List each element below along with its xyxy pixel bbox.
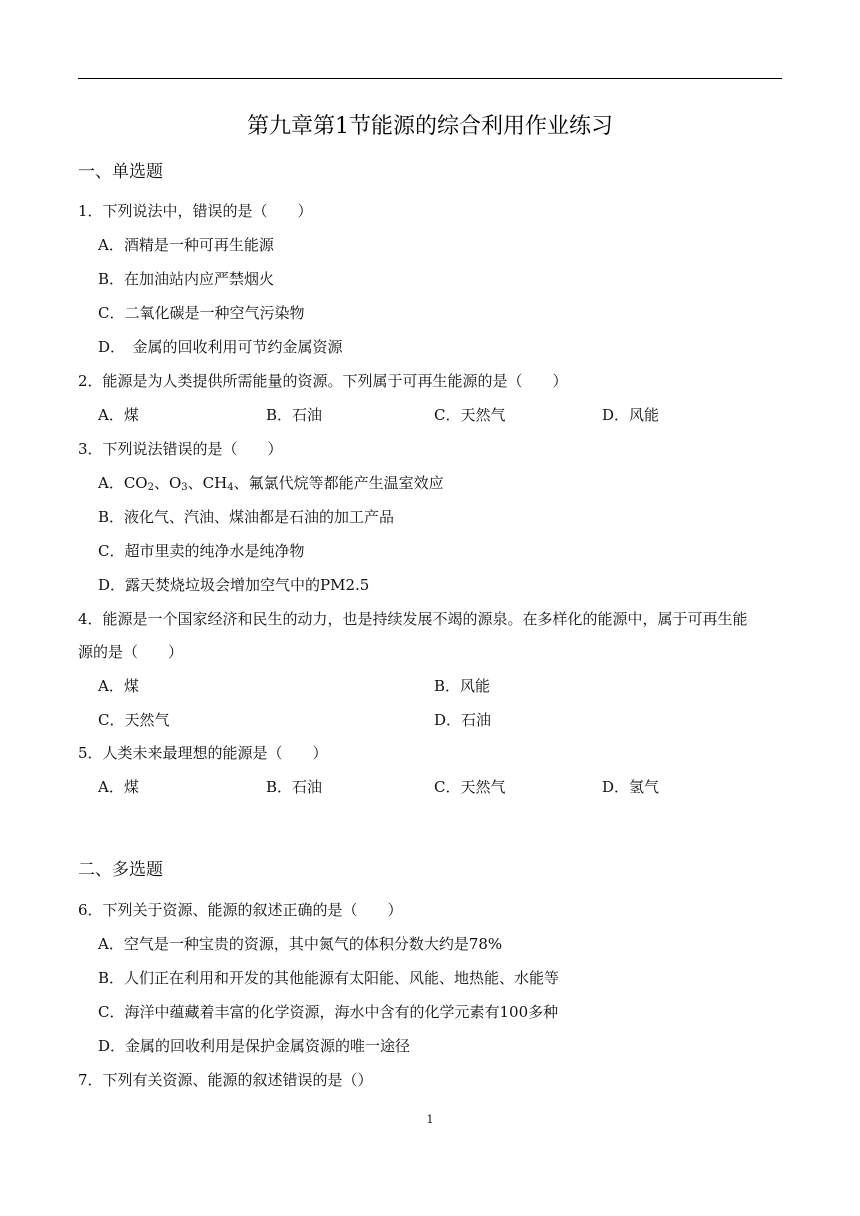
subscript-4: 4 (227, 482, 234, 493)
section-heading-multiple-choice: 二、多选题 (78, 860, 163, 880)
question-3-stem: 3．下列说法错误的是（ ） (78, 440, 283, 458)
document-title: 第九章第1节能源的综合利用作业练习 (247, 114, 613, 139)
question-6-option-d: D．金属的回收利用是保护金属资源的唯一途径 (98, 1037, 411, 1055)
section-heading-single-choice: 一、单选题 (78, 162, 163, 182)
question-1-option-c: C．二氧化碳是一种空气污染物 (98, 304, 305, 322)
subscript-2: 2 (147, 482, 154, 493)
question-2-option-c: C．天然气 (434, 406, 506, 424)
question-5-option-d: D．氢气 (602, 778, 660, 796)
question-6-option-a: A．空气是一种宝贵的资源，其中氮气的体积分数大约是78% (98, 935, 503, 953)
question-3-option-c: C．超市里卖的纯净水是纯净物 (98, 542, 305, 560)
question-3-option-d: D．露天焚烧垃圾会增加空气中的PM2.5 (98, 576, 370, 594)
question-4-option-a: A．煤 (98, 677, 139, 695)
question-7-stem: 7．下列有关资源、能源的叙述错误的是（） (78, 1071, 373, 1089)
question-3-option-b: B．液化气、汽油、煤油都是石油的加工产品 (98, 508, 395, 526)
question-2-stem: 2．能源是为人类提供所需能量的资源。下列属于可再生能源的是（ ） (78, 372, 568, 390)
question-2-option-a: A．煤 (98, 406, 139, 424)
question-3-option-a-part3: 、CH (187, 474, 228, 492)
question-3-option-a-part4: 、氟氯代烷等都能产生温室效应 (233, 474, 444, 492)
question-4-stem-line-1: 4．能源是一个国家经济和民生的动力，也是持续发展不竭的源泉。在多样化的能源中，属于可再生能 (78, 610, 748, 628)
question-4-option-c: C．天然气 (98, 711, 170, 729)
question-6-option-b: B．人们正在利用和开发的其他能源有太阳能、风能、地热能、水能等 (98, 969, 560, 987)
question-3-option-a (98, 472, 444, 499)
question-5-option-a: A．煤 (98, 778, 139, 796)
question-4-option-b: B．风能 (434, 677, 491, 695)
question-3-option-a-part1: A．CO (98, 474, 148, 492)
page-number: 1 (426, 1113, 434, 1126)
question-1-option-d: D． 金属的回收利用可节约金属资源 (98, 338, 343, 356)
question-1-option-b: B．在加油站内应严禁烟火 (98, 270, 275, 288)
question-1-option-a: A．酒精是一种可再生能源 (98, 236, 274, 254)
question-5-option-b: B．石油 (266, 778, 323, 796)
subscript-3: 3 (181, 482, 188, 493)
question-4-stem-line-2: 源的是（ ） (78, 643, 184, 661)
header-rule (78, 78, 782, 79)
question-1-stem: 1．下列说法中，错误的是（ ） (78, 202, 313, 220)
question-2-option-b: B．石油 (266, 406, 323, 424)
question-5-option-c: C．天然气 (434, 778, 506, 796)
question-6-stem: 6．下列关于资源、能源的叙述正确的是（ ） (78, 901, 403, 919)
question-3-option-a-part2: 、O (153, 474, 182, 492)
question-5-stem: 5．人类未来最理想的能源是（ ） (78, 744, 328, 762)
question-6-option-c: C．海洋中蕴藏着丰富的化学资源，海水中含有的化学元素有100多种 (98, 1003, 559, 1021)
question-4-option-d: D．石油 (434, 711, 492, 729)
question-2-option-d: D．风能 (602, 406, 660, 424)
